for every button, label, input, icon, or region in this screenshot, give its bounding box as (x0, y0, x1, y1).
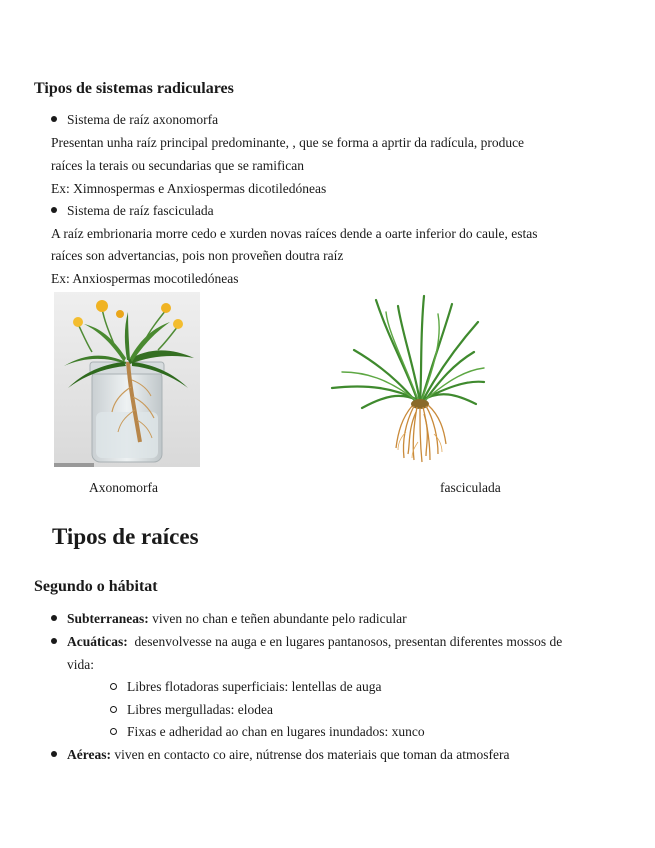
fasciculada-image (328, 292, 486, 464)
sub-list-item-label: Fixas e adheridad ao chan en lugares inundados: xunco (127, 724, 425, 739)
list-item-fasciculada (67, 202, 214, 219)
sub-list-item (127, 701, 273, 718)
paragraph-line: raíces son advertancias, pois non proveñen doutra raíz (51, 248, 344, 263)
sub-list-item (127, 678, 382, 695)
list-item-aereas (67, 746, 509, 763)
bullet-icon (51, 638, 57, 644)
subsection-title-habitat: Segundo o hábitat (34, 578, 158, 595)
list-item-acuaticas (67, 633, 562, 650)
sub-bullet-icon (110, 706, 117, 713)
axonomorfa-image (54, 292, 200, 467)
list-item-text: viven en contacto co aire, nútrense dos materiais que toman da atmosfera (110, 747, 510, 762)
taproot-plant-illustration (54, 292, 200, 467)
axonomorfa-caption: Axonomorfa (89, 480, 158, 495)
list-item-axonomorfa (67, 111, 218, 128)
bullet-icon (51, 751, 57, 757)
list-item-text: desenvolvesse na auga e en lugares pantanosos, presentan diferentes mossos de (127, 634, 563, 649)
paragraph-line: A raíz embrionaria morre cedo e xurden novas raíces dende a oarte inferior do caule, estas (51, 226, 538, 241)
bullet-icon (51, 116, 57, 122)
list-item-term: Aéreas: (67, 747, 111, 762)
section-title-root-systems: Tipos de sistemas radiculares (34, 80, 234, 97)
sub-bullet-icon (110, 683, 117, 690)
fibrous-root-plant-illustration (328, 292, 486, 464)
sub-list-item-label: Libres flotadoras superficiais: lentellas de auga (127, 679, 382, 694)
paragraph-line: raíces la terais ou secundarias que se ramifican (51, 158, 305, 173)
list-item-term: Subterraneas: (67, 611, 149, 626)
paragraph-line: Presentan unha raíz principal predominante, , que se forma a aprtir da radícula, produce (51, 135, 525, 150)
sub-list-item-label: Libres mergulladas: elodea (127, 702, 273, 717)
list-item-subterraneas (67, 610, 407, 627)
section-title-root-types: Tipos de raíces (52, 524, 199, 549)
list-item-label: Sistema de raíz axonomorfa (67, 112, 219, 127)
list-item-text: viven no chan e teñen abundante pelo radicular (148, 611, 407, 626)
sub-bullet-icon (110, 728, 117, 735)
fasciculada-caption: fasciculada (440, 480, 501, 495)
bullet-icon (51, 615, 57, 621)
example-line: Ex: Anxiospermas mocotiledóneas (51, 271, 239, 286)
sub-list-item (127, 723, 425, 740)
list-item-term: Acuáticas: (67, 634, 128, 649)
list-item-continuation: vida: (67, 657, 94, 672)
list-item-label: Sistema de raíz fasciculada (67, 203, 214, 218)
bullet-icon (51, 207, 57, 213)
example-line: Ex: Ximnospermas e Anxiospermas dicotiledóneas (51, 181, 327, 196)
